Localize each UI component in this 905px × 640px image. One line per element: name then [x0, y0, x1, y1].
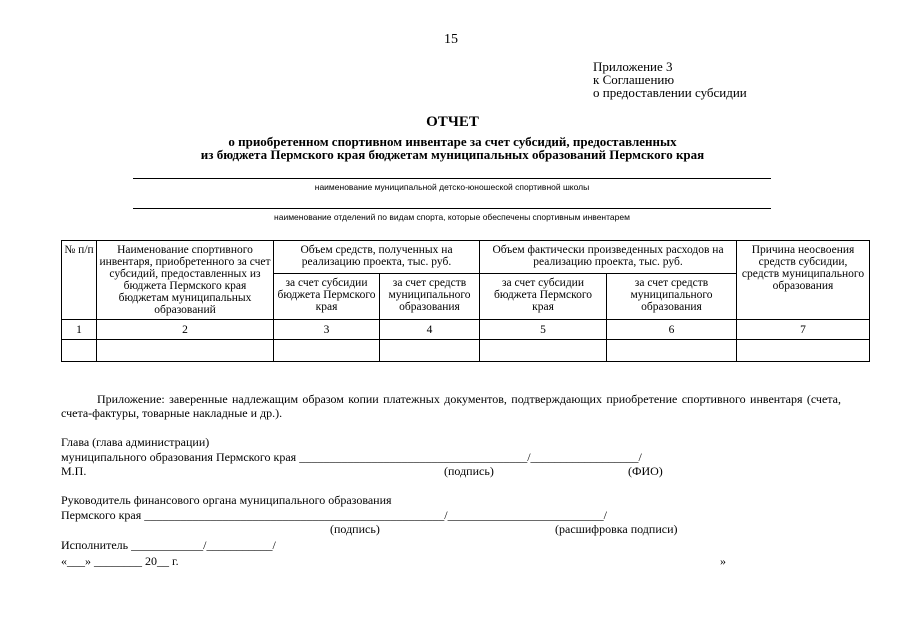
appendix-header — [593, 60, 747, 99]
empty-cell — [480, 340, 607, 362]
executor-line: Исполнитель ____________/___________/ — [61, 538, 276, 552]
school-name-line — [133, 178, 771, 179]
head-title-line: Глава (глава администрации) — [61, 435, 210, 449]
table-header-row — [62, 241, 870, 274]
column-number: 3 — [274, 320, 380, 340]
subheader-subsidy: за счет субсидии бюджета Пермского края — [480, 274, 607, 320]
subheader-municipal: за счет средств муниципального образования — [607, 274, 737, 320]
column-number: 6 — [607, 320, 737, 340]
document-title: ОТЧЕТ — [426, 114, 479, 130]
column-number: 4 — [380, 320, 480, 340]
date-line: «___» ________ 20__ г. — [61, 554, 179, 568]
stamp-place-label: М.П. — [61, 464, 87, 478]
subheader-subsidy: за счет субсидии бюджета Пермского края — [274, 274, 380, 320]
head-fio-caption: (ФИО) — [628, 464, 663, 478]
empty-cell — [607, 340, 737, 362]
header-funds-received: Объем средств, полученных на реализацию проекта, тыс. руб. — [274, 241, 480, 274]
school-name-caption: наименование муниципальной детско-юношеской спортивной школы — [314, 182, 590, 192]
finance-signature-line: Пермского края __________________________________________________/__________________________/ — [61, 508, 607, 522]
header-inventory-name: Наименование спортивного инвентаря, приобретенного за счет субсидий, предоставленных из бюджета Пермского края бюджетам муниципальных образований — [97, 241, 274, 320]
header-reason: Причина неосвоения средств субсидии, средств муниципального образования — [737, 241, 870, 320]
finance-signature-caption: (подпись) — [330, 522, 380, 536]
subtitle-line: о приобретенном спортивном инвентаре за счет субсидий, предоставленных — [228, 134, 677, 149]
table-row-empty — [62, 340, 870, 362]
appendix-line: Приложение 3 — [593, 59, 673, 74]
column-number: 2 — [97, 320, 274, 340]
departments-line — [133, 208, 771, 209]
closing-quote: » — [720, 554, 726, 568]
departments-caption: наименование отделений по видам спорта, которые обеспечены спортивным инвентарем — [274, 212, 630, 222]
subheader-municipal: за счет средств муниципального образования — [380, 274, 480, 320]
empty-cell — [97, 340, 274, 362]
empty-cell — [380, 340, 480, 362]
attachment-note: Приложение: заверенные надлежащим образом копии платежных документов, подтверждающих приобретение спортивного инвентаря (счета, счета-фактуры, товарные накладные и др.). — [61, 392, 841, 420]
appendix-line: к Соглашению — [593, 72, 675, 87]
report-table — [61, 240, 870, 362]
head-signature-line: муниципального образования Пермского края ______________________________________/__________________/ — [61, 450, 642, 464]
column-number: 1 — [62, 320, 97, 340]
page-number: 15 — [444, 32, 458, 47]
subtitle-line: из бюджета Пермского края бюджетам муниципальных образований Пермского края — [200, 147, 705, 162]
empty-cell — [274, 340, 380, 362]
empty-cell — [737, 340, 870, 362]
empty-cell — [62, 340, 97, 362]
head-signature-caption: (подпись) — [444, 464, 494, 478]
document-subtitle — [0, 135, 905, 161]
appendix-line: о предоставлении субсидии — [593, 85, 747, 100]
column-number: 5 — [480, 320, 607, 340]
header-num: № п/п — [62, 241, 97, 320]
finance-decoding-caption: (расшифровка подписи) — [555, 522, 678, 536]
table-row-numbers — [62, 320, 870, 340]
header-actual-expenses: Объем фактически произведенных расходов на реализацию проекта, тыс. руб. — [480, 241, 737, 274]
finance-head-title-line: Руководитель финансового органа муниципального образования — [61, 493, 392, 507]
column-number: 7 — [737, 320, 870, 340]
